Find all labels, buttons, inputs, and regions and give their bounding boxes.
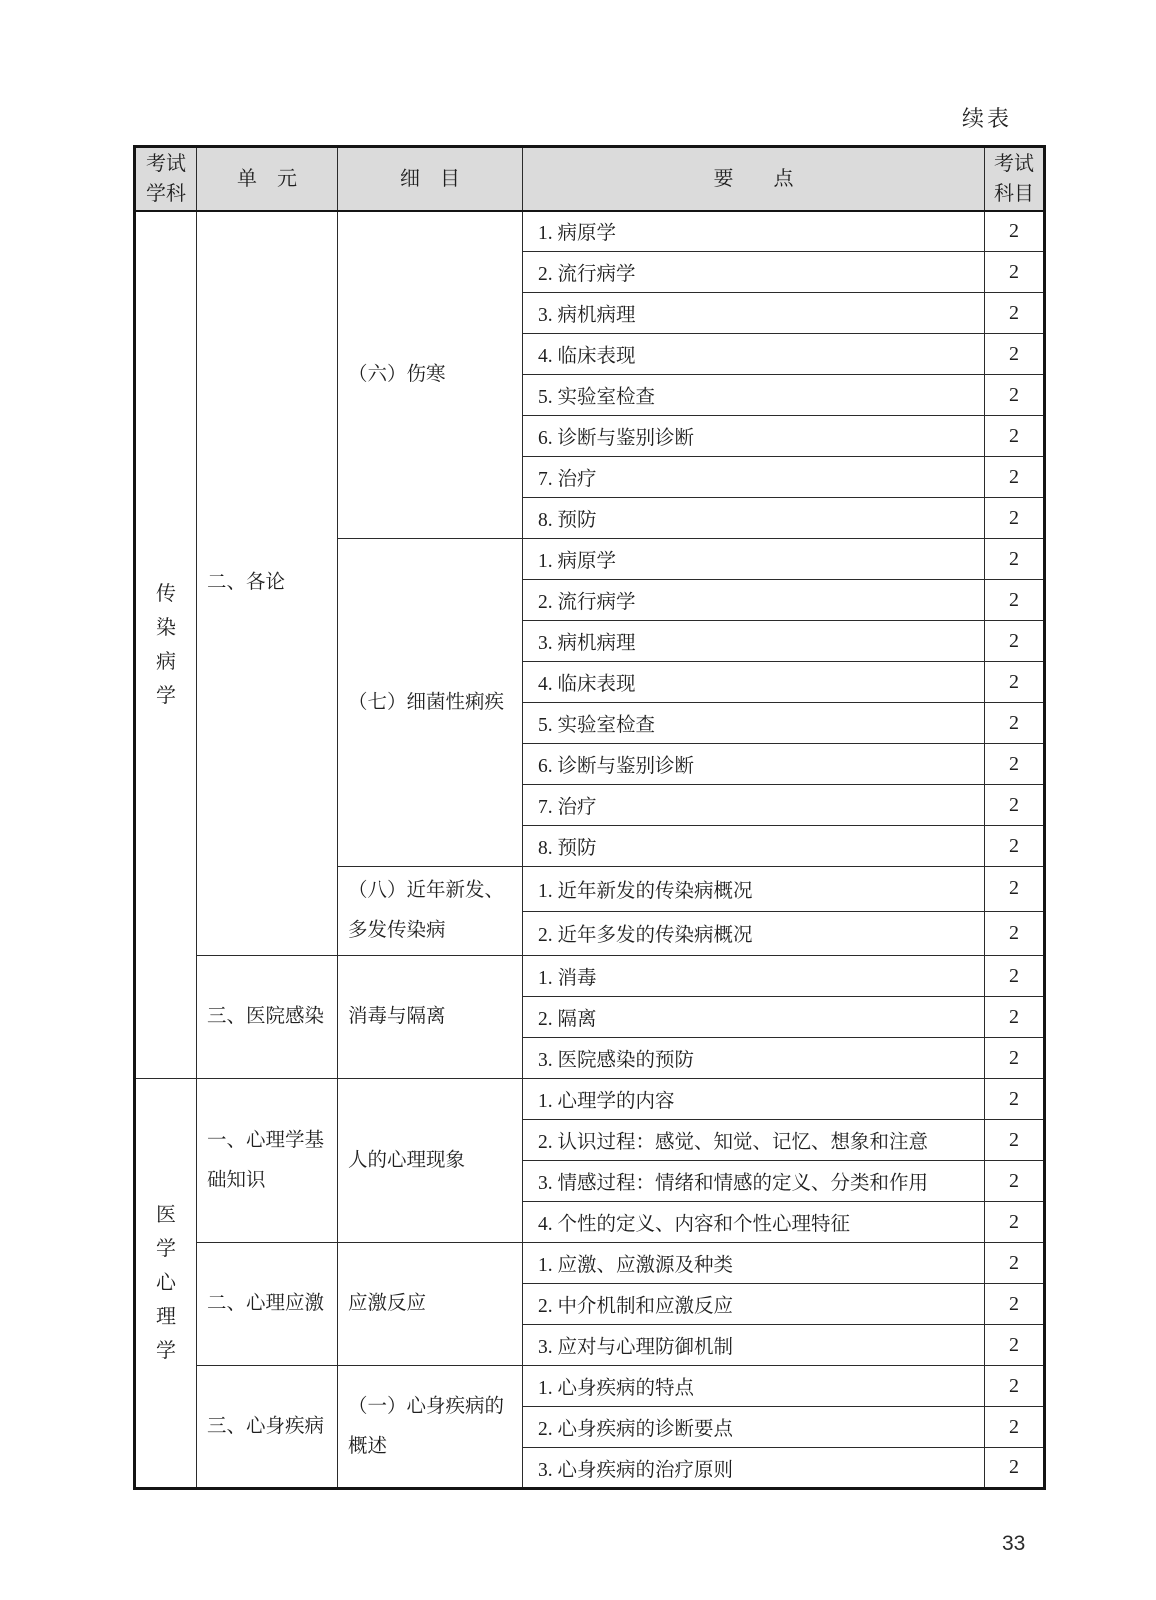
detail-cell: 应激反应 [338,1243,523,1366]
score-cell: 2 [985,334,1045,375]
score-cell: 2 [985,252,1045,293]
point-cell: 3. 医院感染的预防 [523,1038,985,1079]
score-cell: 2 [985,1243,1045,1284]
score-cell: 2 [985,1079,1045,1120]
point-cell: 3. 情感过程：情绪和情感的定义、分类和作用 [523,1161,985,1202]
point-cell: 6. 诊断与鉴别诊断 [523,416,985,457]
score-cell: 2 [985,1325,1045,1366]
table-row [135,211,1045,252]
score-cell: 2 [985,826,1045,867]
unit-cell: 三、心身疾病 [197,1366,338,1489]
table-row [135,1079,1045,1120]
point-cell: 3. 心身疾病的治疗原则 [523,1448,985,1489]
point-cell: 6. 诊断与鉴别诊断 [523,744,985,785]
score-cell: 2 [985,457,1045,498]
point-cell: 5. 实验室检查 [523,375,985,416]
score-cell: 2 [985,580,1045,621]
point-cell: 2. 认识过程：感觉、知觉、记忆、想象和注意 [523,1120,985,1161]
detail-cell: 人的心理现象 [338,1079,523,1243]
point-cell: 1. 病原学 [523,211,985,252]
point-cell: 7. 治疗 [523,457,985,498]
score-cell: 2 [985,1161,1045,1202]
score-cell: 2 [985,785,1045,826]
point-cell: 3. 病机病理 [523,293,985,334]
score-cell: 2 [985,539,1045,580]
score-cell: 2 [985,293,1045,334]
unit-cell: 三、医院感染 [197,956,338,1079]
point-cell: 2. 心身疾病的诊断要点 [523,1407,985,1448]
score-cell: 2 [985,911,1045,956]
point-cell: 1. 消毒 [523,956,985,997]
score-cell: 2 [985,1407,1045,1448]
score-cell: 2 [985,1284,1045,1325]
header-unit-col: 单 元 [197,147,338,211]
continued-table-label: 续表 [962,106,1013,131]
header-exam-score-col: 考试科目 [985,147,1045,211]
detail-cell: 消毒与隔离 [338,956,523,1079]
table-row [135,1243,1045,1284]
score-cell: 2 [985,867,1045,912]
subject-vertical-text: 医学心理学 [156,1204,176,1362]
score-cell: 2 [985,1448,1045,1489]
score-cell: 2 [985,956,1045,997]
table-row [135,1366,1045,1407]
detail-cell: （七）细菌性痢疾 [338,539,523,867]
subject-cell-infectious [135,211,197,1079]
score-cell: 2 [985,1120,1045,1161]
point-cell: 1. 近年新发的传染病概况 [523,867,985,912]
point-cell: 1. 病原学 [523,539,985,580]
detail-cell: （八）近年新发、多发传染病 [338,867,523,956]
subject-vertical-text: 传染病学 [156,582,176,707]
point-cell: 2. 流行病学 [523,252,985,293]
score-cell: 2 [985,703,1045,744]
score-cell: 2 [985,498,1045,539]
score-cell: 2 [985,662,1045,703]
table-row [135,956,1045,997]
point-cell: 2. 隔离 [523,997,985,1038]
header-row [135,147,1045,211]
unit-cell: 二、各论 [197,211,338,956]
point-cell: 1. 应激、应激源及种类 [523,1243,985,1284]
score-cell: 2 [985,744,1045,785]
score-cell: 2 [985,621,1045,662]
point-cell: 5. 实验室检查 [523,703,985,744]
detail-cell: （一）心身疾病的概述 [338,1366,523,1489]
score-cell: 2 [985,1366,1045,1407]
point-cell: 1. 心身疾病的特点 [523,1366,985,1407]
syllabus-table [133,145,1046,1490]
point-cell: 8. 预防 [523,826,985,867]
score-cell: 2 [985,375,1045,416]
header-exam-subject-col: 考试学科 [135,147,197,211]
score-cell: 2 [985,1038,1045,1079]
unit-cell: 二、心理应激 [197,1243,338,1366]
point-cell: 2. 近年多发的传染病概况 [523,911,985,956]
point-cell: 4. 临床表现 [523,662,985,703]
score-cell: 2 [985,997,1045,1038]
page-number: 33 [1002,1532,1026,1555]
point-cell: 2. 流行病学 [523,580,985,621]
subject-cell-psychology [135,1079,197,1489]
point-cell: 2. 中介机制和应激反应 [523,1284,985,1325]
unit-cell: 一、心理学基础知识 [197,1079,338,1243]
point-cell: 4. 临床表现 [523,334,985,375]
header-detail-col: 细 目 [338,147,523,211]
score-cell: 2 [985,1202,1045,1243]
point-cell: 3. 应对与心理防御机制 [523,1325,985,1366]
point-cell: 1. 心理学的内容 [523,1079,985,1120]
header-points-col: 要 点 [523,147,985,211]
point-cell: 4. 个性的定义、内容和个性心理特征 [523,1202,985,1243]
point-cell: 7. 治疗 [523,785,985,826]
score-cell: 2 [985,211,1045,252]
point-cell: 3. 病机病理 [523,621,985,662]
point-cell: 8. 预防 [523,498,985,539]
score-cell: 2 [985,416,1045,457]
detail-cell: （六）伤寒 [338,211,523,539]
